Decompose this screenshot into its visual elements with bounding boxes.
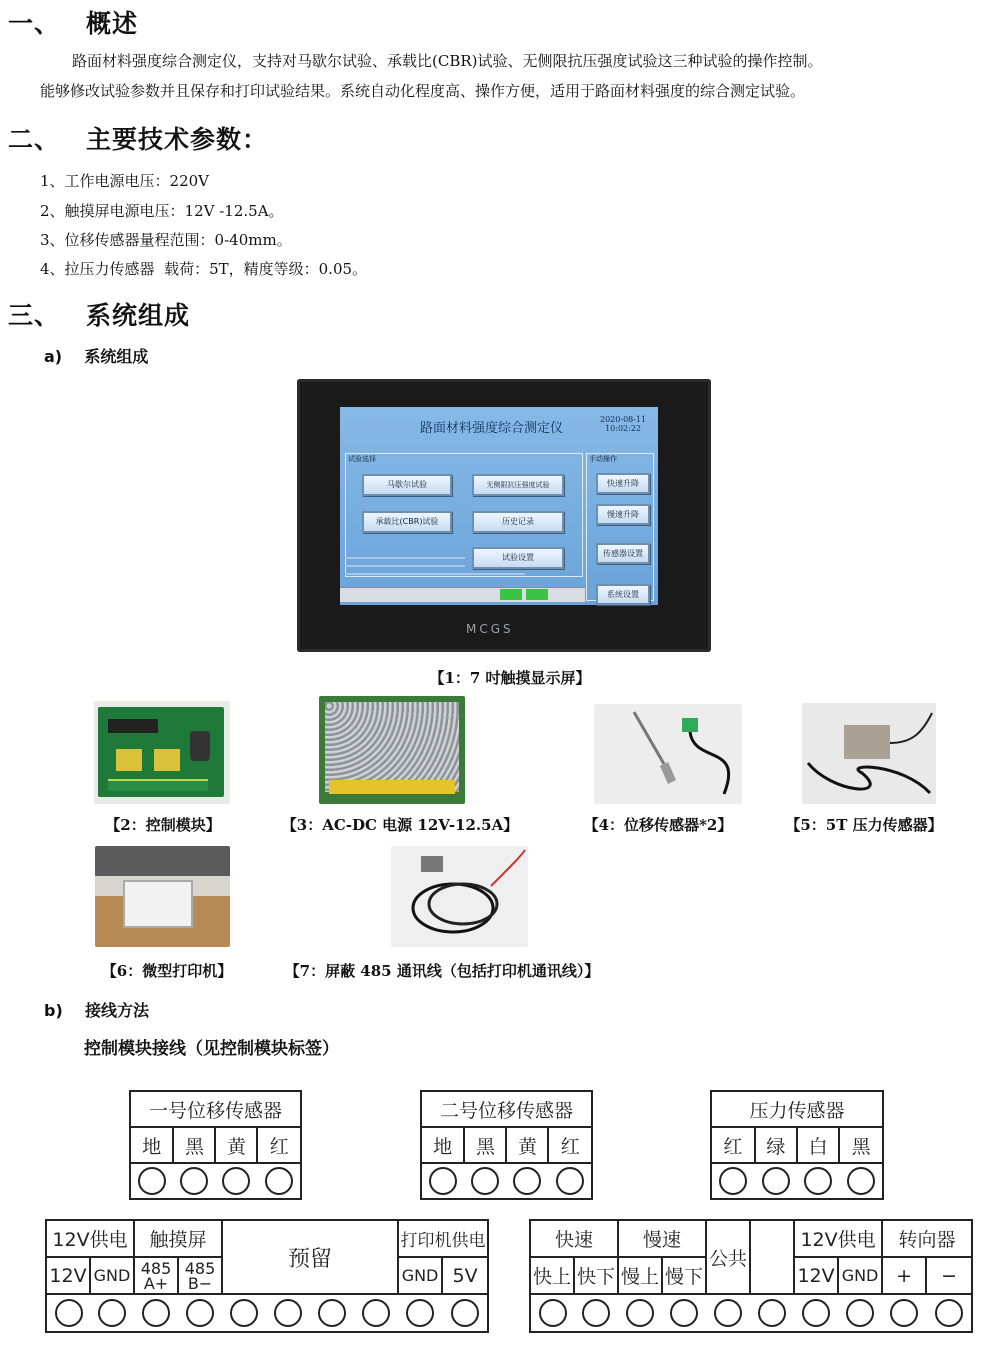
pin-label: 12V bbox=[794, 1257, 838, 1294]
brand-logo: MCGS bbox=[466, 622, 514, 636]
test-settings-button[interactable]: 试验设置 bbox=[472, 547, 564, 569]
terminal-screw[interactable] bbox=[626, 1299, 654, 1327]
section-number: 二、 bbox=[8, 125, 61, 154]
screen-date: 2020-08-11 bbox=[600, 415, 647, 424]
displacement-sensor-photo bbox=[594, 704, 742, 804]
cable-photo bbox=[391, 846, 528, 947]
caption-cable: 【7：屏蔽 485 通讯线（包括打印机通讯线）】 bbox=[284, 962, 600, 980]
pin-label: 黑 bbox=[173, 1127, 215, 1163]
terminal-screw[interactable] bbox=[890, 1299, 918, 1327]
cable-drawing bbox=[391, 846, 528, 947]
control-module-photo bbox=[94, 701, 230, 804]
section-1-heading bbox=[8, 4, 138, 40]
status-indicator bbox=[526, 589, 548, 600]
terminal-screw[interactable] bbox=[98, 1299, 126, 1327]
terminal-screw[interactable] bbox=[274, 1299, 302, 1327]
pin-label: 5V bbox=[442, 1257, 488, 1294]
terminal-screw[interactable] bbox=[556, 1167, 584, 1195]
section-number: 三、 bbox=[8, 301, 61, 330]
overview-line-2: 能够修改试验参数并且保存和打印试验结果。系统自动化程度高、操作方便，适用于路面材料强度的综合测定试验。 bbox=[40, 82, 806, 100]
wiring-title: 控制模块接线（见控制模块标签） bbox=[84, 1039, 339, 1059]
slow-header: 慢速 bbox=[618, 1220, 706, 1257]
param-3: 3、位移传感器量程范围：0-40mm。 bbox=[40, 231, 292, 249]
terminal-screw[interactable] bbox=[762, 1167, 790, 1195]
pin-label: 红 bbox=[711, 1127, 755, 1163]
pin-label: 慢上 bbox=[618, 1257, 662, 1294]
status-text-line bbox=[345, 565, 465, 567]
slow-move-button[interactable]: 慢速升降 bbox=[596, 504, 650, 525]
touchscreen-display bbox=[340, 407, 658, 605]
param-1: 1、工作电源电压：220V bbox=[40, 172, 210, 190]
terminal-displacement-sensor-1 bbox=[129, 1090, 302, 1200]
load-cell-drawing bbox=[802, 703, 936, 804]
overview-line-1: 路面材料强度综合测定仪，支持对马歇尔试验、承载比(CBR)试验、无侧限抗压强度试验这三种试验的操作控制。 bbox=[72, 52, 823, 70]
caption-touchscreen: 【1：7 吋触摸显示屏】 bbox=[429, 669, 591, 687]
terminal-screw[interactable] bbox=[222, 1167, 250, 1195]
terminal-screw[interactable] bbox=[539, 1299, 567, 1327]
status-indicator bbox=[500, 589, 522, 600]
terminal-screw[interactable] bbox=[406, 1299, 434, 1327]
terminal-screw[interactable] bbox=[714, 1299, 742, 1327]
terminal-screw[interactable] bbox=[186, 1299, 214, 1327]
power-supply-photo bbox=[319, 696, 465, 804]
pressure-sensor-photo bbox=[802, 703, 936, 804]
screen-datetime bbox=[600, 415, 646, 433]
status-text-line bbox=[345, 573, 525, 575]
terminal-screw[interactable] bbox=[847, 1167, 875, 1195]
terminal-pressure-sensor bbox=[710, 1090, 884, 1200]
screen-title: 路面材料强度综合测定仪 bbox=[420, 421, 564, 436]
terminal-screw[interactable] bbox=[719, 1167, 747, 1195]
terminal-title: 二号位移传感器 bbox=[421, 1091, 592, 1127]
terminal-screw[interactable] bbox=[142, 1299, 170, 1327]
group-label: 手动操作 bbox=[589, 455, 617, 463]
terminal-screw[interactable] bbox=[138, 1167, 166, 1195]
unconfined-test-button[interactable]: 无侧限抗压强度试验 bbox=[472, 474, 564, 496]
group-label: 试验选择 bbox=[348, 455, 376, 463]
pin-label: 红 bbox=[257, 1127, 301, 1163]
terminal-screw[interactable] bbox=[758, 1299, 786, 1327]
terminal-screw[interactable] bbox=[804, 1167, 832, 1195]
terminal-block-left bbox=[45, 1219, 489, 1333]
terminal-screw[interactable] bbox=[318, 1299, 346, 1327]
cbr-test-button[interactable]: 承载比(CBR)试验 bbox=[362, 511, 452, 533]
pin-label: 慢下 bbox=[662, 1257, 706, 1294]
pin-label: 黑 bbox=[464, 1127, 506, 1163]
pin-label: 黑 bbox=[839, 1127, 883, 1163]
caption-pressure-sensor: 【5：5T 压力传感器】 bbox=[785, 816, 943, 834]
terminal-screw[interactable] bbox=[802, 1299, 830, 1327]
section-3-heading bbox=[8, 296, 190, 332]
empty-cell bbox=[750, 1220, 794, 1294]
common-header: 公共 bbox=[706, 1220, 750, 1294]
subsection-a bbox=[44, 344, 148, 367]
fast-move-button[interactable]: 快速升降 bbox=[596, 473, 650, 494]
section-title: 主要技术参数： bbox=[86, 125, 269, 154]
touchscreen-header: 触摸屏 bbox=[134, 1220, 222, 1257]
terminal-screw[interactable] bbox=[935, 1299, 963, 1327]
section-2-heading bbox=[8, 120, 268, 156]
fast-header: 快速 bbox=[530, 1220, 618, 1257]
pin-label: 白 bbox=[797, 1127, 839, 1163]
terminal-screw[interactable] bbox=[846, 1299, 874, 1327]
power-12v-header: 12V供电 bbox=[794, 1220, 882, 1257]
terminal-block-right bbox=[529, 1219, 973, 1333]
terminal-screw[interactable] bbox=[230, 1299, 258, 1327]
printer-power-header: 打印机供电 bbox=[398, 1220, 488, 1257]
caption-printer: 【6：微型打印机】 bbox=[101, 962, 233, 980]
pin-label: 12V bbox=[46, 1257, 90, 1294]
subsection-label: b) bbox=[44, 1001, 63, 1020]
terminal-screw[interactable] bbox=[429, 1167, 457, 1195]
status-bar bbox=[340, 587, 585, 602]
terminal-title: 压力传感器 bbox=[711, 1091, 883, 1127]
terminal-screw[interactable] bbox=[513, 1167, 541, 1195]
pin-label: 地 bbox=[421, 1127, 464, 1163]
steering-header: 转向器 bbox=[882, 1220, 972, 1257]
terminal-screw[interactable] bbox=[265, 1167, 293, 1195]
pin-label: 红 bbox=[548, 1127, 592, 1163]
pin-label: 快上 bbox=[530, 1257, 574, 1294]
pin-label: 485 B− bbox=[178, 1257, 222, 1294]
power-12v-header: 12V供电 bbox=[46, 1220, 134, 1257]
pin-label: + bbox=[882, 1257, 926, 1294]
terminal-screw[interactable] bbox=[451, 1299, 479, 1327]
pin-label: GND bbox=[398, 1257, 442, 1294]
param-2: 2、触摸屏电源电压：12V -12.5A。 bbox=[40, 202, 284, 220]
printer-photo bbox=[95, 846, 230, 947]
pin-label: 黄 bbox=[215, 1127, 257, 1163]
terminal-screw[interactable] bbox=[670, 1299, 698, 1327]
reserved-header: 预留 bbox=[222, 1220, 398, 1294]
section-number: 一、 bbox=[8, 9, 61, 38]
screen-time: 10:02:22 bbox=[605, 424, 642, 433]
history-button[interactable]: 历史记录 bbox=[472, 511, 564, 533]
sensor-settings-button[interactable]: 传感器设置 bbox=[596, 543, 650, 564]
terminal-title: 一号位移传感器 bbox=[130, 1091, 301, 1127]
pin-label: − bbox=[926, 1257, 972, 1294]
subsection-title: 接线方法 bbox=[85, 1001, 150, 1020]
terminal-screw[interactable] bbox=[471, 1167, 499, 1195]
sensor-drawing bbox=[594, 704, 742, 804]
status-text-line bbox=[345, 557, 465, 559]
subsection-label: a) bbox=[44, 347, 63, 366]
caption-displacement-sensor: 【4：位移传感器*2】 bbox=[583, 816, 733, 834]
section-title: 系统组成 bbox=[86, 301, 191, 330]
subsection-title: 系统组成 bbox=[84, 347, 149, 366]
param-4: 4、拉压力传感器 载荷：5T，精度等级：0.05。 bbox=[40, 260, 368, 278]
terminal-screw[interactable] bbox=[180, 1167, 208, 1195]
pin-label: GND bbox=[838, 1257, 882, 1294]
marshall-test-button[interactable]: 马歇尔试验 bbox=[362, 474, 452, 496]
subsection-b bbox=[44, 998, 149, 1021]
pin-label: 地 bbox=[130, 1127, 173, 1163]
system-settings-button[interactable]: 系统设置 bbox=[596, 584, 650, 605]
terminal-screw[interactable] bbox=[55, 1299, 83, 1327]
pin-label: GND bbox=[90, 1257, 134, 1294]
terminal-screw[interactable] bbox=[362, 1299, 390, 1327]
section-title: 概述 bbox=[86, 9, 139, 38]
caption-control-module: 【2：控制模块】 bbox=[105, 816, 221, 834]
terminal-screw[interactable] bbox=[582, 1299, 610, 1327]
caption-power-supply: 【3：AC-DC 电源 12V-12.5A】 bbox=[281, 816, 519, 834]
pin-label: 黄 bbox=[506, 1127, 548, 1163]
pin-label: 快下 bbox=[574, 1257, 618, 1294]
pin-label: 485 A+ bbox=[134, 1257, 178, 1294]
pin-label: 绿 bbox=[755, 1127, 797, 1163]
terminal-displacement-sensor-2 bbox=[420, 1090, 593, 1200]
